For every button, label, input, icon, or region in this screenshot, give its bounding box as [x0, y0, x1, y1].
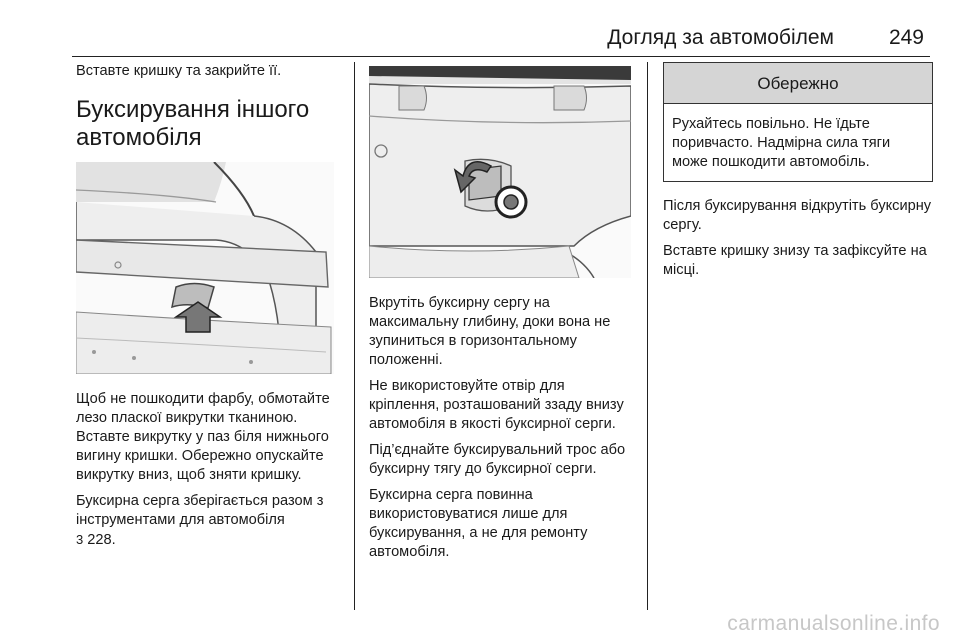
paragraph: Вкрутіть буксирну сергу на максимальну глибину, доки вона не зупиниться в горизонтальному положенні.	[369, 295, 611, 368]
section-heading: Буксирування іншого автомобіля	[76, 96, 310, 151]
warning-title: Обережно	[664, 63, 932, 104]
column-middle	[369, 62, 634, 569]
intro-text: Вставте кришку та закрийте її.	[76, 63, 282, 79]
column-left	[76, 62, 344, 557]
towing-eye-illustration	[369, 66, 631, 278]
watermark: carmanualsonline.info	[727, 612, 940, 635]
warning-text: Рухайтесь повільно. Не їдьте поривчасто. Надмірна сила тяги може пошкодити автомобіль.	[672, 116, 891, 170]
chapter-title: Догляд за автомобілем	[607, 26, 834, 49]
paragraph-text: Буксирна серга зберігається разом з інструментами для автомобіля	[76, 493, 324, 528]
arrow-reference-icon: 3	[76, 532, 84, 547]
paragraph: Буксирна серга повинна використовуватися лише для буксирування, а не для ремонту автомобіля.	[369, 487, 588, 560]
paragraph	[76, 492, 344, 550]
warning-box	[663, 62, 933, 182]
paragraph: Після буксирування відкрутіть буксирну сергу.	[663, 198, 932, 233]
page-reference: 228.	[87, 532, 116, 548]
column-right	[663, 62, 933, 287]
cover-removal-illustration	[76, 162, 334, 374]
paragraph: Під’єднайте буксирувальний трос або буксирну тягу до буксирної серги.	[369, 442, 626, 477]
paragraph: Щоб не пошкодити фарбу, обмотайте лезо пласкої викрутки тканиною. Вставте викрутку у паз біля нижнього вигину кришки. Обережно опускайте викрутку вниз, щоб зняти кришку.	[76, 391, 330, 483]
paragraph: Вставте кришку знизу та зафіксуйте на місці.	[663, 243, 927, 278]
paragraph: Не використовуйте отвір для кріплення, розташований ззаду внизу автомобіля в якості буксирної серги.	[369, 378, 624, 432]
column-divider	[354, 62, 355, 610]
page-number: 249	[888, 26, 924, 49]
page-header	[72, 0, 930, 57]
column-divider	[647, 62, 648, 610]
